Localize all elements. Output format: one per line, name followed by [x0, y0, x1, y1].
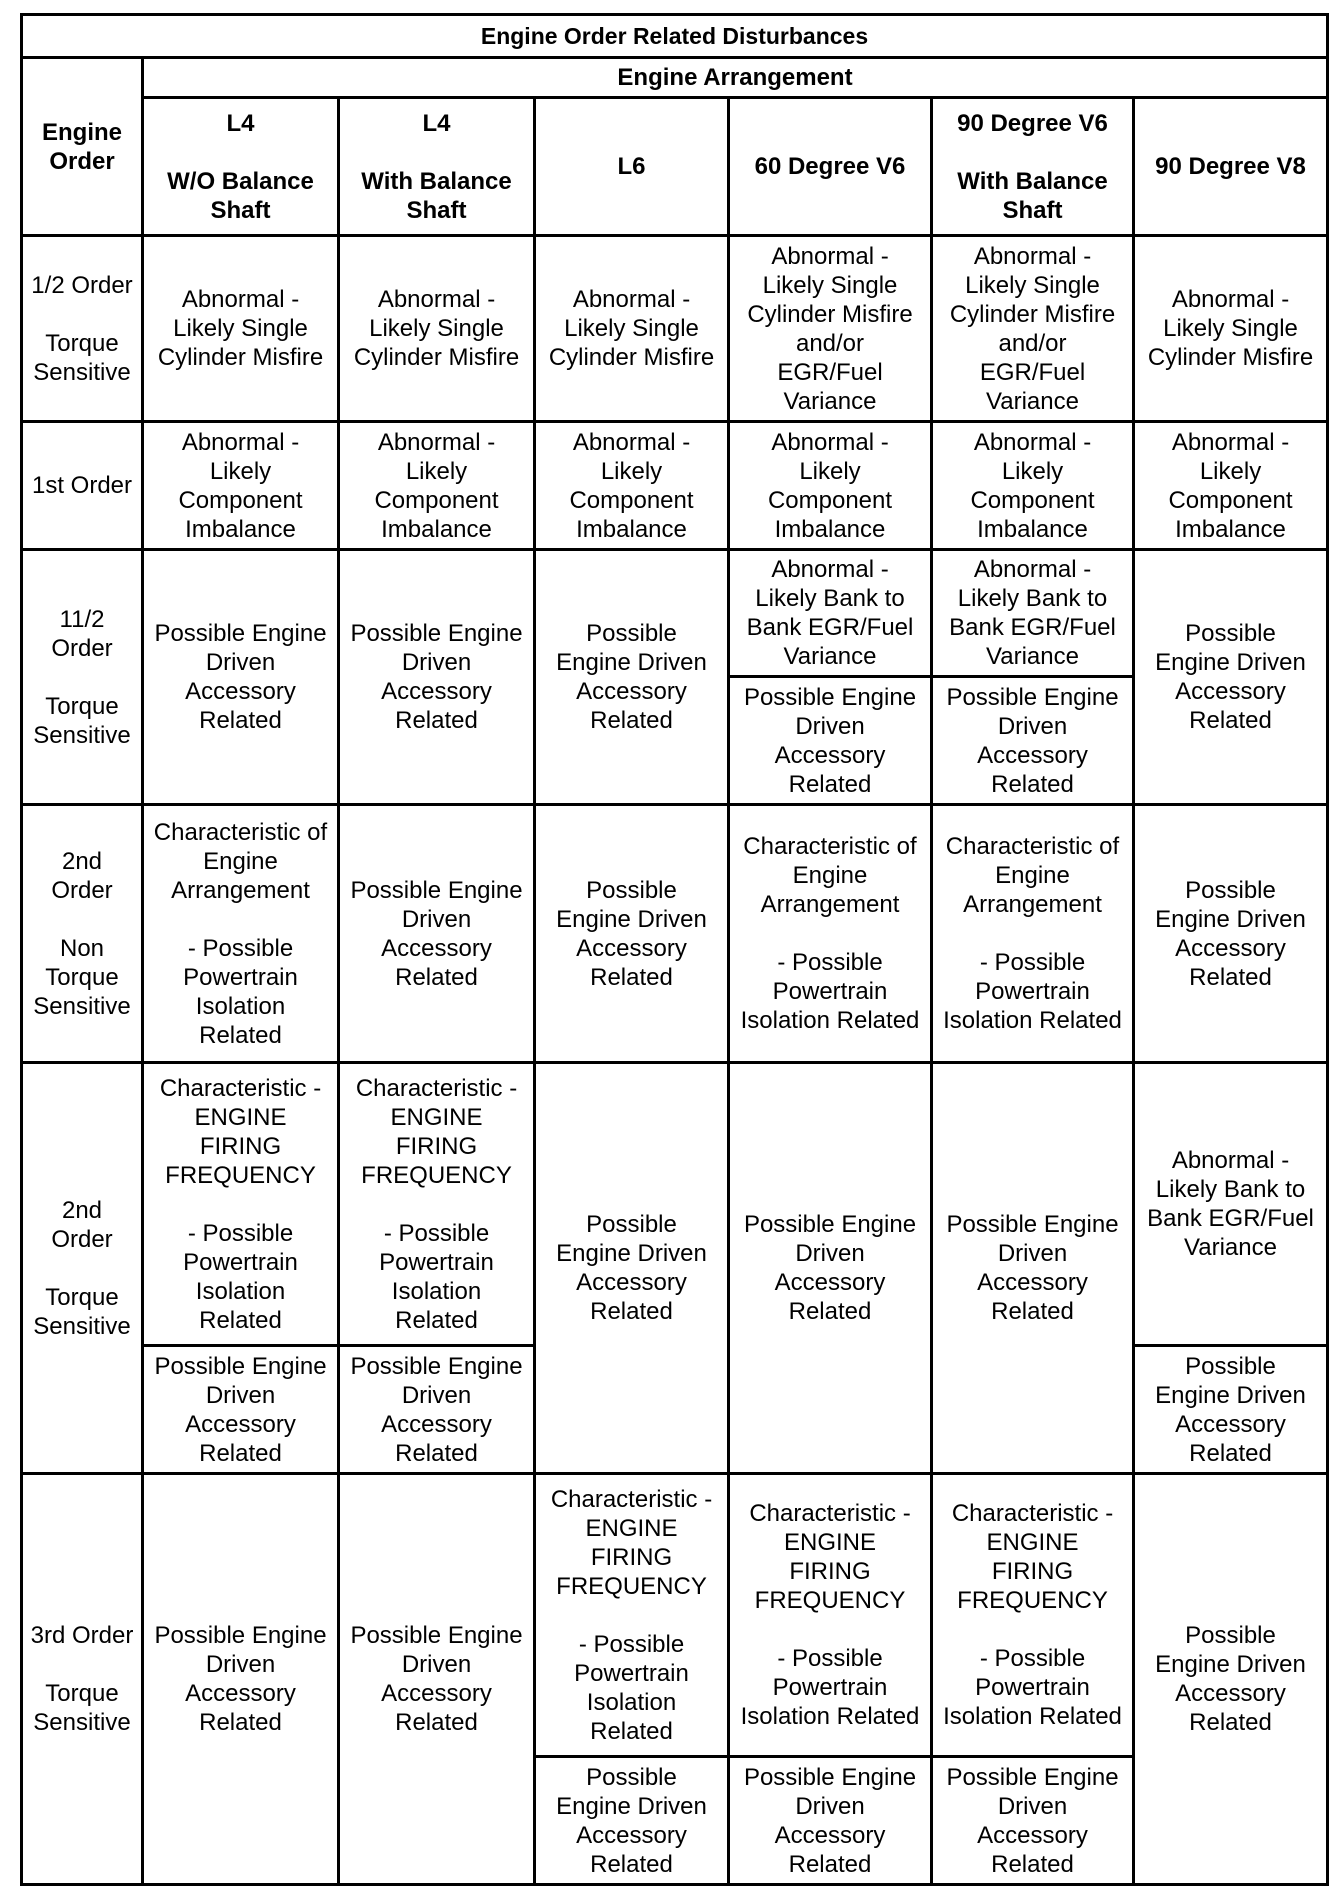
table-cell: Characteristic of Engine Arrangement - Possible Powertrain Isolation Related — [143, 805, 339, 1063]
table-cell: Abnormal - Likely Single Cylinder Misfire and/or EGR/Fuel Variance — [932, 236, 1134, 422]
column-header-90-degree-v8: 90 Degree V8 — [1134, 98, 1328, 236]
engine-order-header: Engine Order — [22, 58, 143, 236]
table-cell: Abnormal - Likely Component Imbalance — [1134, 422, 1328, 550]
table-cell: Abnormal - Likely Component Imbalance — [729, 422, 932, 550]
table-cell: Abnormal - Likely Single Cylinder Misfire and/or EGR/Fuel Variance — [729, 236, 932, 422]
table-cell: Abnormal - Likely Bank to Bank EGR/Fuel Variance — [729, 550, 932, 677]
row-label-second-order-torque: 2nd Order Torque Sensitive — [22, 1063, 143, 1474]
table-row — [22, 236, 1328, 422]
table-cell: Possible Engine Driven Accessory Related — [339, 1346, 535, 1474]
table-cell: Abnormal - Likely Bank to Bank EGR/Fuel Variance — [932, 550, 1134, 677]
table-cell: Characteristic - ENGINE FIRING FREQUENCY - Possible Powertrain Isolation Related — [932, 1474, 1134, 1757]
table-row — [22, 550, 1328, 677]
column-header-60-degree-v6: 60 Degree V6 — [729, 98, 932, 236]
table-cell: Possible Engine Driven Accessory Related — [339, 550, 535, 805]
table-cell: Possible Engine Driven Accessory Related — [729, 677, 932, 805]
table-cell: Abnormal - Likely Component Imbalance — [143, 422, 339, 550]
table-cell: Abnormal - Likely Component Imbalance — [339, 422, 535, 550]
table-cell: Possible Engine Driven Accessory Related — [729, 1063, 932, 1474]
table-cell: Abnormal - Likely Component Imbalance — [535, 422, 729, 550]
table-cell: Abnormal - Likely Single Cylinder Misfire — [143, 236, 339, 422]
table-cell: Possible Engine Driven Accessory Related — [1134, 550, 1328, 805]
table-cell: Possible Engine Driven Accessory Related — [143, 1474, 339, 1885]
table-cell: Characteristic - ENGINE FIRING FREQUENCY - Possible Powertrain Isolation Related — [339, 1063, 535, 1346]
table-cell: Possible Engine Driven Accessory Related — [339, 1474, 535, 1885]
column-header-l6: L6 — [535, 98, 729, 236]
column-header-l4-wo-balance: L4 W/O Balance Shaft — [143, 98, 339, 236]
table-cell: Possible Engine Driven Accessory Related — [535, 1063, 729, 1474]
table-cell: Possible Engine Driven Accessory Related — [535, 1757, 729, 1885]
table-row — [22, 1474, 1328, 1757]
table-row — [22, 422, 1328, 550]
table-cell: Characteristic - ENGINE FIRING FREQUENCY - Possible Powertrain Isolation Related — [729, 1474, 932, 1757]
row-label-one-half-order: 11/2 Order Torque Sensitive — [22, 550, 143, 805]
table-cell: Possible Engine Driven Accessory Related — [535, 805, 729, 1063]
table-title: Engine Order Related Disturbances — [22, 15, 1328, 58]
table-cell: Possible Engine Driven Accessory Related — [1134, 805, 1328, 1063]
table-row — [22, 1063, 1328, 1346]
table-cell: Possible Engine Driven Accessory Related — [143, 550, 339, 805]
table-cell: Possible Engine Driven Accessory Related — [1134, 1346, 1328, 1474]
table-cell: Abnormal - Likely Component Imbalance — [932, 422, 1134, 550]
table-cell: Possible Engine Driven Accessory Related — [932, 1063, 1134, 1474]
table-cell: Possible Engine Driven Accessory Related — [932, 677, 1134, 805]
engine-arrangement-header: Engine Arrangement — [143, 58, 1328, 98]
table-cell: Abnormal - Likely Single Cylinder Misfire — [535, 236, 729, 422]
table-cell: Abnormal - Likely Bank to Bank EGR/Fuel Variance — [1134, 1063, 1328, 1346]
table-cell: Characteristic - ENGINE FIRING FREQUENCY - Possible Powertrain Isolation Related — [535, 1474, 729, 1757]
table-cell: Possible Engine Driven Accessory Related — [143, 1346, 339, 1474]
engine-order-table — [20, 13, 1329, 1886]
row-label-second-order-non-torque: 2nd Order Non Torque Sensitive — [22, 805, 143, 1063]
table-cell: Characteristic of Engine Arrangement - Possible Powertrain Isolation Related — [932, 805, 1134, 1063]
table-cell: Possible Engine Driven Accessory Related — [1134, 1474, 1328, 1885]
document-page — [20, 13, 1326, 1885]
column-header-90-degree-v6: 90 Degree V6 With Balance Shaft — [932, 98, 1134, 236]
row-label-third-order: 3rd Order Torque Sensitive — [22, 1474, 143, 1885]
row-label-half-order: 1/2 Order Torque Sensitive — [22, 236, 143, 422]
table-cell: Possible Engine Driven Accessory Related — [535, 550, 729, 805]
table-cell: Possible Engine Driven Accessory Related — [729, 1757, 932, 1885]
table-cell: Possible Engine Driven Accessory Related — [339, 805, 535, 1063]
table-cell: Abnormal - Likely Single Cylinder Misfire — [339, 236, 535, 422]
table-cell: Characteristic of Engine Arrangement - Possible Powertrain Isolation Related — [729, 805, 932, 1063]
table-cell: Characteristic - ENGINE FIRING FREQUENCY - Possible Powertrain Isolation Related — [143, 1063, 339, 1346]
table-row — [22, 805, 1328, 1063]
row-label-first-order: 1st Order — [22, 422, 143, 550]
table-cell: Abnormal - Likely Single Cylinder Misfire — [1134, 236, 1328, 422]
column-header-l4-with-balance: L4 With Balance Shaft — [339, 98, 535, 236]
table-cell: Possible Engine Driven Accessory Related — [932, 1757, 1134, 1885]
